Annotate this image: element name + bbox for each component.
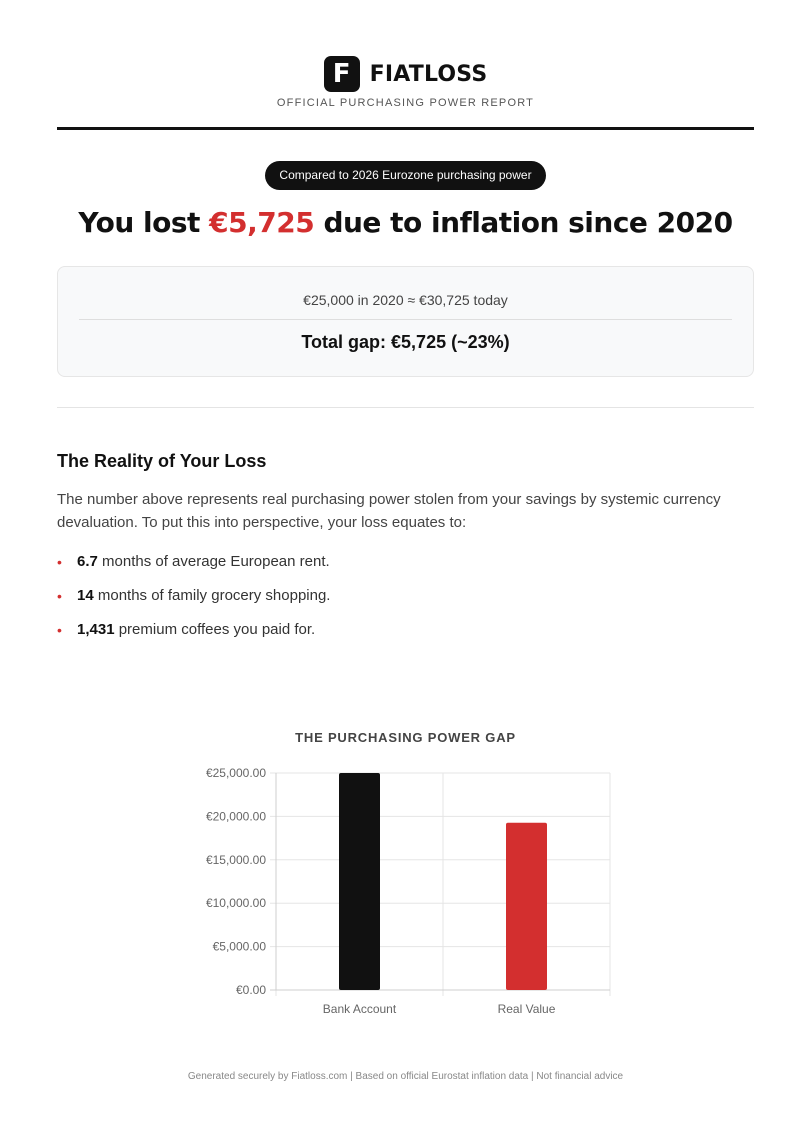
report-subtitle: OFFICIAL PURCHASING POWER REPORT (276, 97, 535, 109)
item-value: 1,431 (77, 621, 115, 638)
chart-svg (57, 720, 754, 1040)
brand-name: FIATLOSS (369, 61, 488, 87)
bullet-icon: • (57, 554, 62, 570)
brand-logo-icon: F (324, 56, 360, 92)
item-value: 14 (77, 587, 94, 604)
item-value: 6.7 (77, 553, 98, 570)
y-tick-label: €20,000.00 (205, 809, 266, 824)
section-divider (57, 407, 754, 408)
comparison-badge: Compared to 2026 Eurozone purchasing power (265, 161, 545, 190)
total-gap: Total gap: €5,725 (~23%) (301, 332, 510, 352)
bar-real-value (506, 823, 547, 990)
x-tick-label: Bank Account (322, 1002, 397, 1016)
bullet-icon: • (57, 622, 62, 638)
bullet-icon: • (57, 588, 62, 604)
section-paragraph: The number above represents real purchasing power stolen from your savings by systemic currency devaluation. To put this into perspective, your loss equates to: (57, 491, 721, 531)
section-title: The Reality of Your Loss (57, 451, 267, 471)
list-item (57, 585, 330, 619)
header-divider (57, 127, 754, 130)
badge-wrap (57, 161, 754, 190)
summary-divider (79, 319, 732, 320)
headline-prefix: You lost (78, 206, 210, 239)
list-item (57, 619, 330, 653)
x-tick-label: Real Value (497, 1002, 556, 1016)
item-text: months of family grocery shopping. (93, 587, 331, 604)
footer-note: Generated securely by Fiatloss.com | Based on official Eurostat inflation data | Not financial advice (187, 1071, 624, 1082)
comparison-line: €25,000 in 2020 ≈ €30,725 today (303, 292, 508, 308)
y-tick-label: €10,000.00 (205, 896, 266, 911)
item-text: premium coffees you paid for. (114, 621, 316, 638)
y-tick-label: €5,000.00 (212, 939, 266, 954)
y-tick-label: €25,000.00 (205, 766, 266, 780)
loss-amount: €5,725 (209, 206, 315, 239)
item-text: months of average European rent. (97, 553, 330, 570)
loss-equivalents-list (57, 551, 330, 653)
headline (57, 206, 754, 239)
chart-title: THE PURCHASING POWER GAP (295, 730, 516, 745)
y-tick-label: €0.00 (235, 983, 266, 997)
y-tick-label: €15,000.00 (205, 852, 266, 867)
bar-bank-account (339, 773, 380, 990)
summary-box (57, 266, 754, 377)
list-item (57, 551, 330, 585)
brand-header (57, 56, 754, 92)
headline-suffix: due to inflation since 2020 (314, 206, 733, 239)
purchasing-power-chart (57, 720, 754, 1040)
